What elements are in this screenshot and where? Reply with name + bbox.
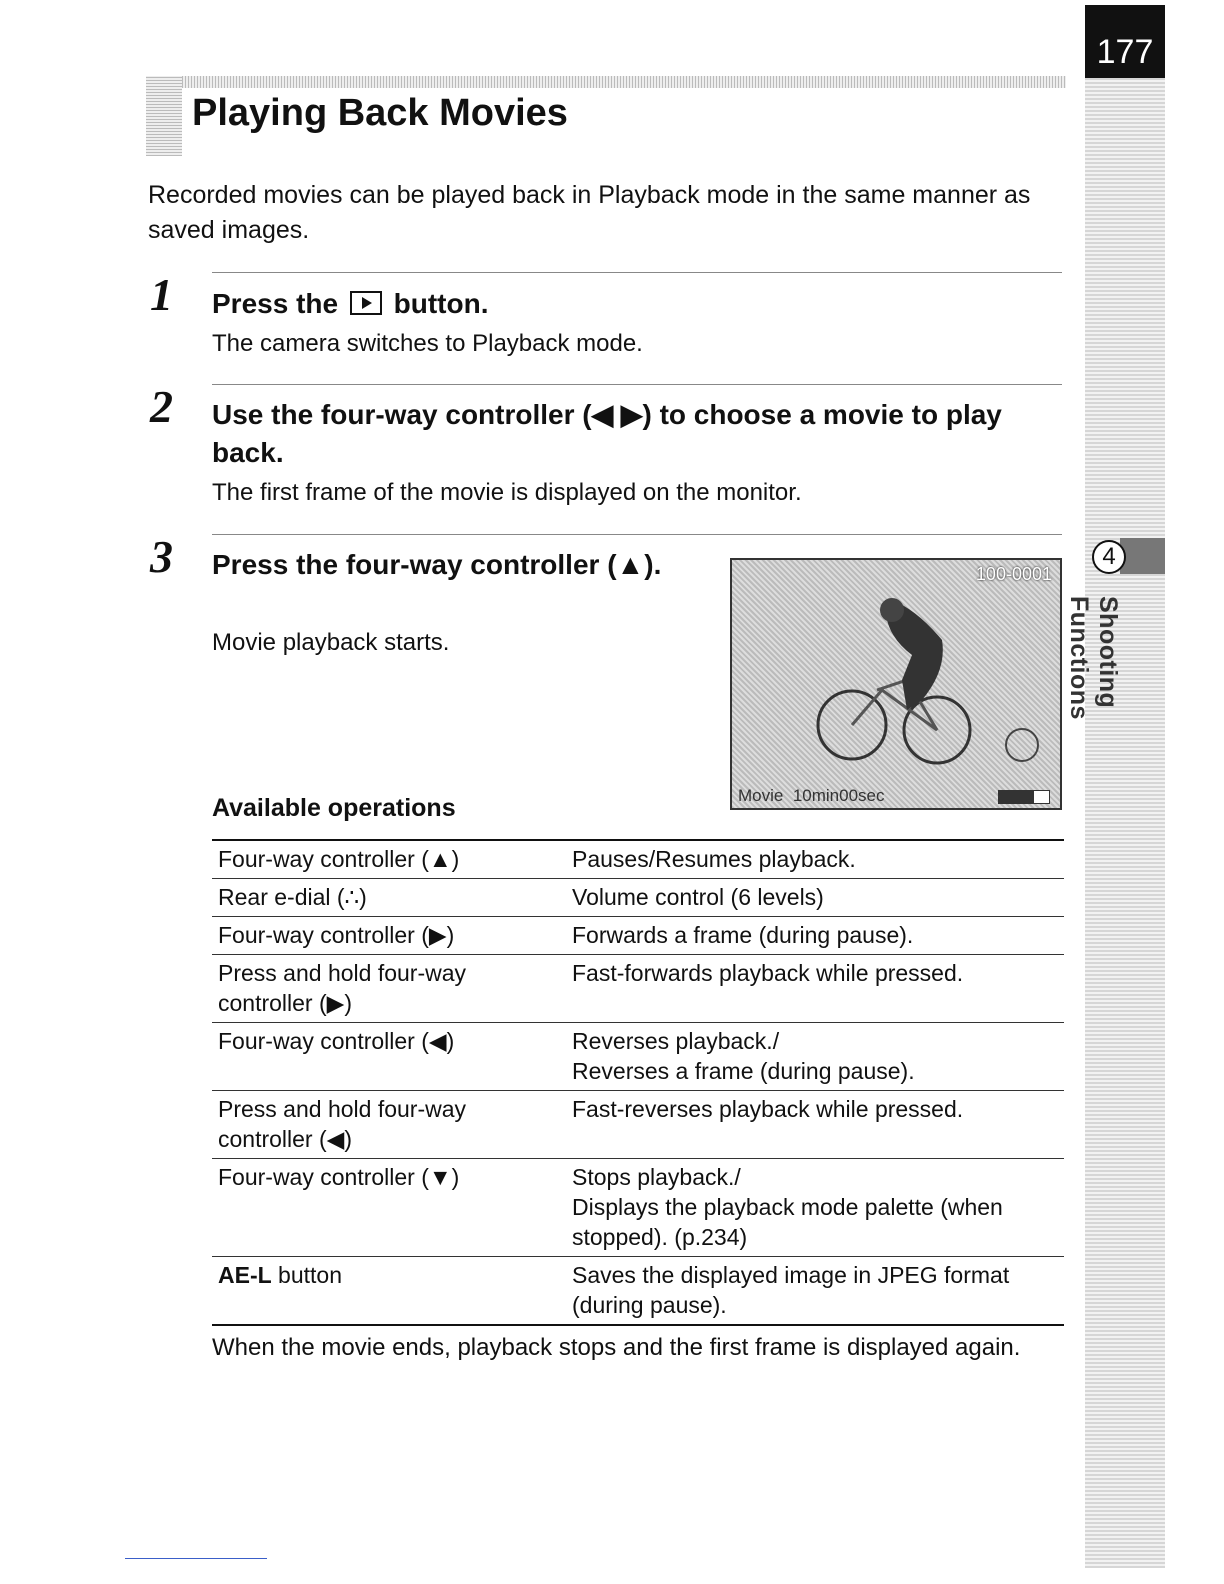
divider [212, 272, 1062, 273]
divider [212, 534, 1062, 535]
table-row [212, 879, 1064, 917]
step-number: 1 [150, 269, 173, 320]
duration-label: 10min00sec [792, 786, 885, 805]
table-row [212, 955, 1064, 1023]
cyclist-image [732, 560, 1060, 808]
footnote-rule [125, 1558, 267, 1559]
step-body: Movie playback starts. [212, 629, 450, 656]
heading-text: Press the [212, 288, 339, 319]
control-cell: Four-way controller (◀) [212, 1023, 566, 1091]
footer-note: When the movie ends, playback stops and the first frame is displayed again. [212, 1334, 1021, 1361]
playback-button-icon [350, 291, 382, 315]
step-number: 2 [150, 381, 173, 432]
chapter-number: 4 [1092, 540, 1126, 574]
mode-label: Movie [738, 786, 784, 805]
action-cell: Fast-reverses playback while pressed. [566, 1091, 1064, 1159]
step-heading: Use the four-way controller (◀ ▶) to choose a movie to play back. [212, 399, 1002, 468]
step-body: The first frame of the movie is displayed on the monitor. [212, 479, 802, 506]
volume-bar [998, 790, 1050, 804]
control-text: button [271, 1262, 343, 1288]
screen-mode [738, 786, 884, 806]
step-body: The camera switches to Playback mode. [212, 330, 643, 357]
operations-table [212, 839, 1064, 1326]
action-cell: Reverses playback./ Reverses a frame (during pause). [566, 1023, 1064, 1091]
chapter-tab-block [1120, 538, 1165, 574]
divider [212, 384, 1062, 385]
control-cell: Press and hold four-way controller (▶) [212, 955, 566, 1023]
table-row [212, 1091, 1064, 1159]
operations-title: Available operations [212, 794, 456, 822]
action-cell: Fast-forwards playback while pressed. [566, 955, 1064, 1023]
file-number: 100-0001 [975, 564, 1052, 584]
control-cell: Four-way controller (▼) [212, 1159, 566, 1257]
control-cell: Four-way controller (▶) [212, 917, 566, 955]
control-cell [212, 1257, 566, 1326]
heading-text: button. [393, 288, 489, 319]
page-title: Playing Back Movies [192, 92, 568, 134]
table-row [212, 1023, 1064, 1091]
intro-text: Recorded movies can be played back in Playback mode in the same manner as saved images. [148, 181, 1031, 244]
control-cell: Four-way controller (▲) [212, 840, 566, 879]
table-row [212, 840, 1064, 879]
control-cell: Rear e-dial (∴) [212, 879, 566, 917]
action-cell: Pauses/Resumes playback. [566, 840, 1064, 879]
action-cell: Forwards a frame (during pause). [566, 917, 1064, 955]
table-row [212, 917, 1064, 955]
step-number: 3 [150, 531, 173, 582]
chapter-title: Shooting Functions [1065, 596, 1122, 720]
action-cell: Volume control (6 levels) [566, 879, 1064, 917]
page-number: 177 [1085, 5, 1165, 78]
table-row [212, 1257, 1064, 1326]
control-cell: Press and hold four-way controller (◀) [212, 1091, 566, 1159]
step-heading: Press the four-way controller (▲). [212, 549, 662, 580]
action-cell: Saves the displayed image in JPEG format (during pause). [566, 1257, 1064, 1326]
ae-l-label: AE-L [218, 1262, 272, 1288]
title-bar [146, 76, 1066, 88]
step-heading [212, 285, 488, 323]
table-row [212, 1159, 1064, 1257]
title-block [146, 76, 182, 156]
action-cell: Stops playback./ Displays the playback mode palette (when stopped). (p.234) [566, 1159, 1064, 1257]
monitor-screenshot [730, 558, 1062, 810]
